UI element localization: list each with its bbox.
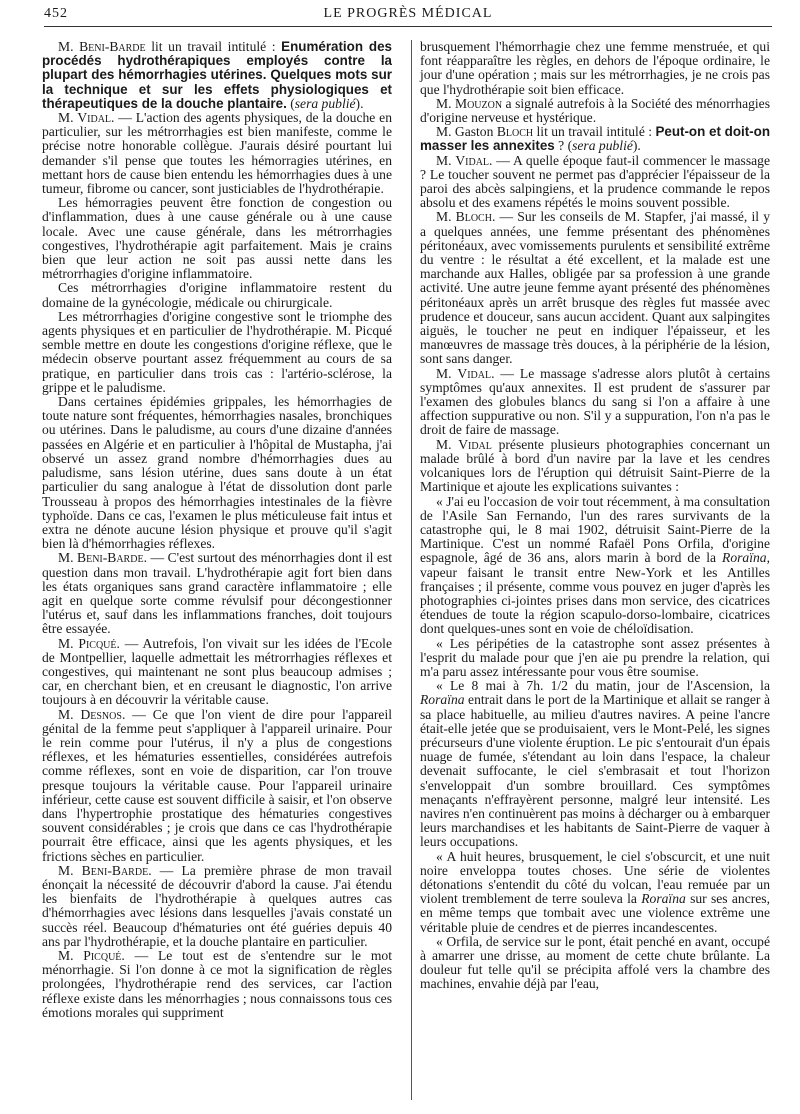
paragraph xyxy=(420,125,770,153)
speaker-name: Beni-Barde xyxy=(77,550,144,566)
speaker-name: Beni-Barde xyxy=(79,39,146,54)
paragraph xyxy=(42,395,392,551)
page-header xyxy=(44,4,772,27)
paragraph xyxy=(420,210,770,366)
speaker-name: Picqué xyxy=(78,635,117,651)
running-title: LE PROGRÈS MÉDICAL xyxy=(323,6,493,21)
right-column xyxy=(420,40,770,992)
text-run: M. xyxy=(436,152,456,168)
paragraph xyxy=(420,40,770,97)
paragraph xyxy=(42,111,392,196)
italic-text: Roraïna xyxy=(722,550,767,566)
text-run: , vapeur faisant le transit entre New-York et les Antilles françaises ; il présente, comme vous pouvez en juger d'après les photographies ci-jointes prises dans mon service, des cicatrices étendues de toute la région scapulo-dorso-lombaire, cicatrices dont quelques-unes sont en voie de chéloïdisation. xyxy=(420,550,770,637)
italic-text: Roraïna xyxy=(641,891,686,907)
speaker-name: Beni-Barde xyxy=(81,862,149,878)
text-run: . — Autrefois, l'on vivait sur les idées de l'Ecole de Montpellier, laquelle admettait les métrorrhagies réflexes et congestives, qui maintenant ne sont plus beaucoup admises ; car, en cherchant bien, et en creusant le diagnostic, l'on arrive toujours à en découvrir la véritable cause. xyxy=(42,635,392,708)
paragraph xyxy=(42,40,392,111)
text-run: sur ses ancres, en même temps que tombait avec une violence extrême une véritable pluie de cendres et de pierres incandescentes. xyxy=(420,891,770,935)
speaker-name: Picqué xyxy=(83,948,122,963)
text-run: . — C'est surtout des ménorrhagies dont il est question dans mon travail. L'hydrothérapie agit fort bien dans les états organiques sans grand caractère inflammatoire ; elle agit en quelque sorte comme révulsif pour décongestionner l'utérus et, sauf dans les inflammations franches, doit toujours être essayée. xyxy=(42,550,393,637)
text-run: M. xyxy=(58,635,79,651)
text-run: . — L'action des agents physiques, de la douche en particulier, sur les métrorrhagies est bien manifeste, comme le précise notre honorable collègue. J'aurais désiré pourtant lui demander s'il pense que toutes les hémorragies utérines, en mettant hors de cause bien entendu les hémorrhagies dues à une tumeur, fibrome ou cancer, sont justiciables de l'hydrothérapie. xyxy=(42,110,392,197)
paragraph xyxy=(42,310,392,395)
text-run: ? ( xyxy=(554,138,573,154)
paragraph xyxy=(42,864,392,949)
text-run: « J'ai eu l'occasion de voir tout récemment, à ma consultation de l'Asile San Fernando, l'un des rares survivants de la catastrophe qui, le 8 mai 1902, détruisit Saint-Pierre de la Martinique. C'est un nommé Rafaël Pons Orfila, d'origine espagnole, âgé de 36 ans, alors marin à bord de la xyxy=(420,493,770,566)
speaker-name: Vidal xyxy=(458,436,492,452)
text-run: M. Gaston xyxy=(436,124,497,140)
text-run: M. xyxy=(436,209,456,225)
text-run: « Le 8 mai à 7h. 1/2 du matin, jour de l'Ascension, la xyxy=(436,678,770,694)
text-run: « Les péripéties de la catastrophe sont assez présentes à l'esprit du malade pour que j'en aie pu prendre la relation, qui m'a paru assez intéressante pour vous être soumise. xyxy=(420,635,770,679)
paragraph xyxy=(420,637,770,680)
text-run: a signalé autrefois à la Société des ménorrhagies d'origine nerveuse et hystérique. xyxy=(420,95,771,126)
bold-title: Enumération des procédés hydrothérapiques employés contre la plupart des hémorrhagies utérines. Quelques mots sur la technique et sur les effets physiologiques et thérapeutiques de la douche plantaire. xyxy=(42,39,393,111)
bold-title: Peut-on et doit-on masser les annexites xyxy=(420,124,770,154)
paragraph xyxy=(42,281,392,309)
text-run: ). xyxy=(355,95,364,111)
text-run: . — Le tout est de s'entendre sur le mot ménorrhagie. Si l'on donne à ce mot la signification de règles prolongées, l'hydrothérapie rend des services, car l'action réflexe existe dans les ménorrhagies ; nous connaissons tous ces émotions morales qui suppriment xyxy=(42,948,392,1020)
paragraph xyxy=(42,196,392,281)
text-run: M. xyxy=(58,39,80,54)
text-run: ). xyxy=(632,138,641,154)
italic-text: Roraïna xyxy=(420,692,465,708)
text-run: brusquement l'hémorrhagie chez une femme menstruée, et qui font réapparaître les règles, en dehors de l'époque ordinaire, le jour d'une opération ; mais sur les métrorrhagies, je ne crois pas que l'hydrothérapie soit bien efficace. xyxy=(420,39,770,97)
text-run: ( xyxy=(286,95,295,111)
text-run: M. xyxy=(58,948,84,963)
paragraph xyxy=(42,551,392,636)
text-run: Dans certaines épidémies grippales, les hémorrhagies de toute nature sont fréquentes, hémorrhagies nasales, bronchiques ou utérines. Dans le paludisme, au cours d'une dizaine d'années passées en Algérie et en particulier à l'hôpital de Mustapha, j'ai observé un assez grand nombre d'hémorrhagies dues au paludisme, sans lésion utérine, dues sans doute à un état particulier du sang analogue à l'état de dissolution dont parle Trousseau à propos des hémorrhagies intestinales de la fièvre typhoïde. Dans ce cas, l'examen le plus méticuleuse fait intus et extra ne dénote aucune lésion physique et prouve qu'il s'agit bien là d'hémorrhagies réflexes. xyxy=(42,394,392,552)
speaker-name: Vidal xyxy=(455,152,490,168)
paragraph xyxy=(420,935,770,992)
paragraph xyxy=(420,438,770,495)
italic-text: sera publié xyxy=(572,138,633,154)
text-run: M. xyxy=(436,436,459,452)
speaker-name: Bloch xyxy=(496,124,534,140)
speaker-name: Vidal xyxy=(77,110,112,126)
speaker-name: Desnos xyxy=(80,706,122,722)
text-run: présente plusieurs photographies concernant un malade brûlé à bord d'un navire par la lave et les cendres volcaniques lors de l'éruption qui détruisit Saint-Pierre de la Martinique et ajoute les explications suivantes : xyxy=(420,436,770,495)
text-run: Les métrorrhagies d'origine congestive sont le triomphe des agents physiques et en particulier de l'hydrothérapie. M. Picqué semble mettre en doute les congestions d'origine réflexe, que le médecin observe pourtant assez fréquemment au cours de sa pratique, en particulier dans trois cas : l'artério-sclérose, la grippe et le paludisme. xyxy=(42,308,392,395)
paragraph xyxy=(420,679,770,849)
speaker-name: Vidal xyxy=(457,365,492,381)
text-run: . — Ce que l'on vient de dire pour l'appareil génital de la femme peut s'appliquer à l'appareil urinaire. Pour le rein comme pour l'utérus, il n'y a plus de congestions réflexes, et les hématuries essentielles, considérées autrefois comme réflexes, sont en voie de disparition, car l'on trouve presque toujours la véritable cause. Pour l'appareil urinaire inférieur, cette cause est souvent difficile à saisir, et l'on observe dans l'hypertrophie prostatique des hématuries congestives souvent considérables ; je crois que dans ce cas l'hydrothérapie pourrait être efficace, ainsi que les agents physiques, et les frictions sèches en particulier. xyxy=(42,706,392,864)
speaker-name: Mouzon xyxy=(454,95,503,111)
text-run: M. xyxy=(436,365,458,381)
text-run: « Orfila, de service sur le pont, était penché en avant, occupé à amarrer une drisse, au moment de cette chute brûlante. La douleur fut telle qu'il se précipita affolé vers la chambre des machines, envahie déjà par l'eau, xyxy=(420,933,770,992)
text-run: « A huit heures, brusquement, le ciel s'obscurcit, et une nuit noire enveloppa toutes choses. Une série de violentes détonations s'entendit du côté du volcan, l'eau remuée par un violent tremblement de terre souleva la xyxy=(420,848,770,907)
text-run: lit un travail intitulé : xyxy=(533,124,656,140)
text-run: . — La première phrase de mon travail énonçait la nécessité de découvrir d'abord la cause. J'ai étendu les bienfaits de l'hydrothérapie à quelques autres cas d'hémorrhagies avec lésions dans lesquelles j'avais constaté un succès réel. Beaucoup d'hématuries ont été guéries depuis 40 ans par l'hydrothérapie, et la douche plantaire en particulier. xyxy=(42,862,392,949)
text-run: . — A quelle époque faut-il commencer le massage ? Le toucher souvent ne permet pas d'apprécier l'épaisseur de la paroi des abcès salpingiens, et la prudence commande le repos absolu et des examens répétés le moins souvent possible. xyxy=(420,152,770,211)
text-run: entrait dans le port de la Martinique et allait se ranger à sa place habituelle, au milieu d'autres navires. A peine l'ancre était-elle jetée que se produisaient, vers le Mont-Pelé, les signes précurseurs d'une violente éruption. Le pic s'entourait d'un épais nuage de fumée, s'étendant au loin dans l'espace, la chaleur devenait suffocante, le ciel s'embrasait et tout l'horizon s'enveloppait d'un sombre brouillard. Ces symptômes menaçants n'effrayèrent personne, malgré leur intensité. Les navires n'en continuèrent pas moins à décharger ou à embarquer leurs marchandises et les habitants de Saint-Pierre de vaquer à leurs occupations. xyxy=(420,692,770,850)
speaker-name: Bloch xyxy=(455,209,492,225)
page-number: 452 xyxy=(44,6,68,21)
paragraph xyxy=(420,97,770,125)
text-run: Les hémorragies peuvent être fonction de congestion ou d'inflammation, dues à une cause générale ou à une cause locale. Avec une cause générale, dans les métrorrhagies congestives, l'hydrothérapie agit parfaitement. Mais je crains bien que leur action ne soit pas aussi nette dans les métrorrhagies d'origine inflammatoire. xyxy=(42,195,392,282)
paragraph xyxy=(420,850,770,935)
paragraph xyxy=(420,367,770,438)
text-run: lit un travail intitulé : xyxy=(145,39,282,54)
text-run: . — Le massage s'adresse alors plutôt à certains symptômes qu'aux annexites. Il est prudent de s'assurer par l'examen des globules blancs du sang si l'on a affaire à une affection suppurative ou non. S'il y a suppuration, l'on n'a pas le droit de faire de massage. xyxy=(420,365,770,438)
text-run: . — Sur les conseils de M. Stapfer, j'ai massé, il y a quelques années, une femme présentant des phénomènes péritonéaux, avec vomissements purulents et sensibilité extrême du ventre : le résultat a été excellent, et la malade est une marchande aux Halles, obligée par sa profession à une grande activité. Une autre jeune femme ayant présenté des phénomènes péritonéaux après un arrêt brusque des règles fut massée avec prudence et douceur, sans aucun accident. Quant aux salpingites aiguës, le toucher ne peut en indiquer l'épaisseur, et les manœuvres de massage très douces, à la périphérie de la lésion, sont sans danger. xyxy=(420,209,770,367)
paragraph xyxy=(420,154,770,211)
text-run: M. xyxy=(436,95,455,111)
text-run: M. xyxy=(58,706,81,722)
italic-text: sera publié xyxy=(294,95,356,111)
text-run: M. xyxy=(58,550,78,566)
column-divider xyxy=(411,40,412,1100)
paragraph xyxy=(42,708,392,864)
text-run: M. xyxy=(58,110,78,126)
text-run: Ces métrorrhagies d'origine inflammatoire restent du domaine de la gynécologie, médicale ou chirurgicale. xyxy=(42,280,392,310)
paragraph xyxy=(42,949,392,1020)
left-column xyxy=(42,40,392,1020)
paragraph xyxy=(42,637,392,708)
paragraph xyxy=(420,495,770,637)
text-run: M. xyxy=(58,862,82,878)
